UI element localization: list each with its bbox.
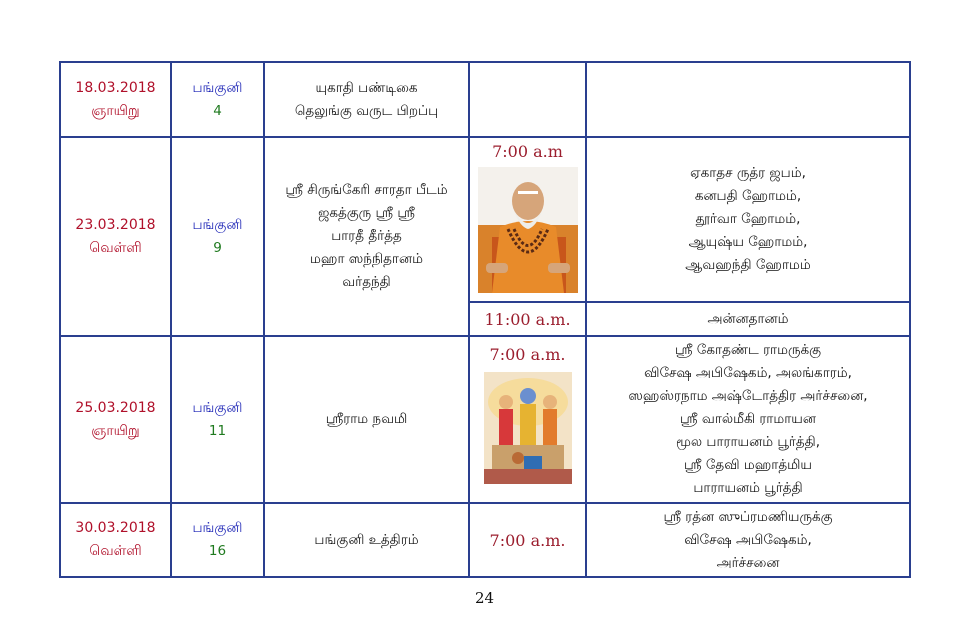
- detail-line: அர்ச்சனை: [716, 554, 780, 571]
- event-line: மஹா ஸந்நிதானம்: [310, 251, 423, 267]
- details-cell-empty: [586, 62, 910, 137]
- date-cell: [60, 336, 171, 503]
- event-line: பங்குனி உத்திரம்: [314, 531, 419, 548]
- time-text: 7:00 a.m.: [489, 345, 566, 364]
- table-row: [60, 503, 910, 577]
- weekday-text: வெள்ளி: [89, 239, 142, 256]
- month-text: பங்குனி: [192, 216, 243, 233]
- month-day-number: 9: [213, 239, 222, 256]
- weekday-text: வெள்ளி: [89, 543, 142, 559]
- event-cell: [264, 336, 469, 503]
- detail-line: ஸ்ரீ தேவி மஹாத்மிய: [684, 457, 812, 473]
- details-cell: [586, 302, 910, 336]
- event-line: தெலுங்கு வருட பிறப்பு: [294, 102, 439, 119]
- detail-line: தூர்வா ஹோமம்,: [695, 211, 801, 227]
- detail-line: அன்னதானம்: [707, 310, 789, 327]
- month-day-number: 11: [208, 422, 227, 439]
- detail-line: பாராயனம் பூர்த்தி: [693, 480, 803, 496]
- event-line: பாரதீ தீர்த்த: [331, 228, 402, 244]
- event-cell: [264, 137, 469, 336]
- tamil-date-cell: [171, 336, 264, 503]
- date-text: 30.03.2018: [75, 520, 156, 536]
- detail-line: ஸ்ரீ ரத்ன ஸுப்ரமணியருக்கு: [663, 508, 833, 525]
- event-line: யுகாதி பண்டிகை: [315, 79, 418, 96]
- weekday-text: ஞாயிறு: [91, 422, 140, 439]
- event-line: ஸ்ரீராம நவமி: [325, 411, 408, 427]
- detail-line: ஆவஹந்தி ஹோமம்: [685, 257, 811, 273]
- month-day-number: 16: [208, 543, 227, 559]
- month-text: பங்குனி: [192, 79, 243, 96]
- month-day-number: 4: [213, 102, 222, 119]
- event-line: ஸ்ரீ சிருங்கேரி சாரதா பீடம்: [285, 182, 448, 198]
- table-row: [60, 62, 910, 137]
- month-text: பங்குனி: [192, 399, 243, 416]
- details-cell: [586, 503, 910, 577]
- detail-line: ஸ்ரீ கோதண்ட ராமருக்கு: [674, 342, 822, 358]
- tamil-date-cell: [171, 62, 264, 137]
- details-cell: [586, 336, 910, 503]
- time-text: 7:00 a.m: [492, 142, 563, 161]
- date-cell: [60, 62, 171, 137]
- month-text: பங்குனி: [192, 520, 243, 536]
- tamil-date-cell: [171, 503, 264, 577]
- page-number: 24: [474, 589, 495, 607]
- weekday-text: ஞாயிறு: [91, 102, 140, 119]
- schedule-table: [59, 61, 911, 578]
- event-cell: [264, 503, 469, 577]
- detail-line: மூல பாராயனம் பூர்த்தி,: [675, 434, 820, 450]
- detail-line: ஏகாதச ருத்ர ஜபம்,: [690, 165, 806, 181]
- detail-line: விசேஷ அபிஷேகம், அலங்காரம்,: [644, 365, 852, 381]
- table-row: [60, 336, 910, 503]
- detail-line: கனபதி ஹோமம்,: [694, 188, 802, 204]
- time-cell-empty: [469, 62, 586, 137]
- time-text: 11:00 a.m.: [484, 309, 571, 329]
- detail-line: விசேஷ அபிஷேகம்,: [684, 531, 812, 548]
- detail-line: ஸஹஸ்ரநாம அஷ்டோத்திர அர்ச்சனை,: [628, 388, 868, 404]
- event-line: ஜகத்குரு ஸ்ரீ ஸ்ரீ: [318, 205, 415, 221]
- time-text: 7:00 a.m.: [489, 530, 566, 550]
- date-text: 18.03.2018: [75, 79, 156, 96]
- table-row: [60, 137, 910, 302]
- tamil-date-cell: [171, 137, 264, 336]
- time-cell: [469, 503, 586, 577]
- detail-line: ஆயுஷ்ய ஹோமம்,: [688, 234, 808, 250]
- date-text: 25.03.2018: [75, 399, 156, 416]
- time-cell: [469, 137, 586, 302]
- event-line: வர்தந்தி: [342, 274, 391, 290]
- date-cell: [60, 503, 171, 577]
- time-cell: [469, 302, 586, 336]
- event-cell: [264, 62, 469, 137]
- detail-line: ஸ்ரீ வால்மீகி ராமாயன: [680, 411, 816, 427]
- date-cell: [60, 137, 171, 336]
- details-cell: [586, 137, 910, 302]
- time-cell: [469, 336, 586, 503]
- date-text: 23.03.2018: [75, 216, 156, 233]
- guru-portrait-image: [478, 167, 578, 293]
- rama-family-image: [484, 372, 572, 484]
